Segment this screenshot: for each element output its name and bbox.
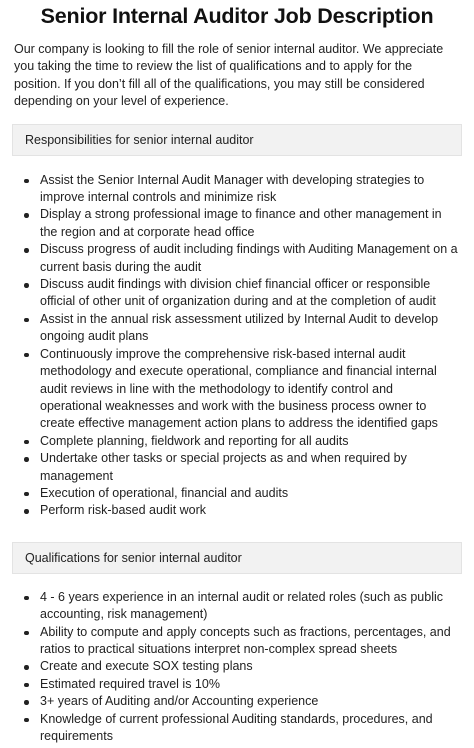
- list-item-text: Display a strong professional image to finance and other management in the region and at corporate head office: [40, 207, 442, 239]
- list-item-text: Ability to compute and apply concepts such as fractions, percentages, and ratios to practical situations interpret non-complex spread sheets: [40, 624, 451, 656]
- list-item-text: Assist the Senior Internal Audit Manager with developing strategies to improve internal controls and minimize risk: [40, 172, 425, 205]
- bullet-icon: [24, 665, 29, 670]
- qualifications-header: [12, 542, 462, 574]
- list-item: [12, 693, 462, 710]
- list-item: [12, 172, 462, 207]
- list-item: [12, 206, 462, 241]
- list-item: [12, 241, 462, 276]
- section-spacer: [12, 520, 462, 529]
- page-title: Senior Internal Auditor Job Description: [40, 4, 434, 28]
- list-item: [12, 450, 462, 485]
- list-item-text: Complete planning, fieldwork and reporting for all audits: [40, 433, 349, 448]
- list-item: [12, 433, 462, 450]
- intro-paragraph: Our company is looking to fill the role of senior internal auditor. We appreciate you taking the time to review the list of qualifications and to apply for the position. If you don’t fill all of the qualifications, you may still be considered depending on your level of experience.: [14, 42, 444, 109]
- list-item: [12, 676, 462, 693]
- bullet-icon: [24, 440, 29, 445]
- list-item-text: Discuss progress of audit including findings with Auditing Management on a current basis during the audit: [40, 242, 458, 274]
- bullet-icon: [24, 683, 29, 688]
- list-item-text: 4 - 6 years experience in an internal audit or related roles (such as public accounting, risk management): [40, 589, 443, 622]
- bullet-icon: [24, 248, 29, 253]
- responsibilities-list: [12, 172, 462, 520]
- bullet-icon: [24, 492, 29, 497]
- bullet-icon: [24, 353, 29, 358]
- responsibilities-header: [12, 124, 462, 156]
- list-item-text: 3+ years of Auditing and/or Accounting experience: [40, 694, 319, 709]
- list-item: [12, 658, 462, 675]
- bullet-icon: [24, 718, 29, 723]
- list-item-text: Knowledge of current professional Auditing standards, procedures, and requirements: [40, 711, 433, 743]
- bullet-icon: [24, 457, 29, 462]
- bullet-icon: [24, 509, 29, 514]
- list-item: [12, 589, 462, 624]
- list-item-text: Perform risk-based audit work: [40, 503, 207, 518]
- bullet-icon: [24, 179, 29, 184]
- list-item-text: Discuss audit findings with division chief financial officer or responsible official of other unit of organization during and at the completion of audit: [40, 277, 436, 309]
- list-item-text: Create and execute SOX testing plans: [40, 659, 253, 674]
- list-item-text: Continuously improve the comprehensive risk-based internal audit methodology and execute operational, compliance and financial internal audit reviews in line with the methodology to identify control and operational weaknesses and work with the business process owner to create effective management action plans to address the identified gaps: [40, 346, 438, 431]
- list-item: [12, 346, 462, 433]
- qualifications-heading: Qualifications for senior internal auditor: [25, 550, 242, 565]
- list-item: [12, 311, 462, 346]
- bullet-icon: [24, 631, 29, 636]
- list-item-text: Execution of operational, financial and audits: [40, 485, 289, 500]
- list-item-text: Estimated required travel is 10%: [40, 676, 220, 691]
- list-item: [12, 485, 462, 502]
- bullet-icon: [24, 213, 29, 218]
- list-item: [12, 502, 462, 519]
- responsibilities-heading: Responsibilities for senior internal auditor: [25, 132, 254, 147]
- list-item: [12, 276, 462, 311]
- bullet-icon: [24, 700, 29, 705]
- list-item: [12, 624, 462, 659]
- bullet-icon: [24, 596, 29, 601]
- bullet-icon: [24, 318, 29, 323]
- qualifications-list: [12, 589, 462, 746]
- list-item-text: Undertake other tasks or special projects as and when required by management: [40, 451, 407, 483]
- bullet-icon: [24, 283, 29, 288]
- list-item-text: Assist in the annual risk assessment utilized by Internal Audit to develop ongoing audit plans: [40, 311, 439, 344]
- list-item: [12, 711, 462, 746]
